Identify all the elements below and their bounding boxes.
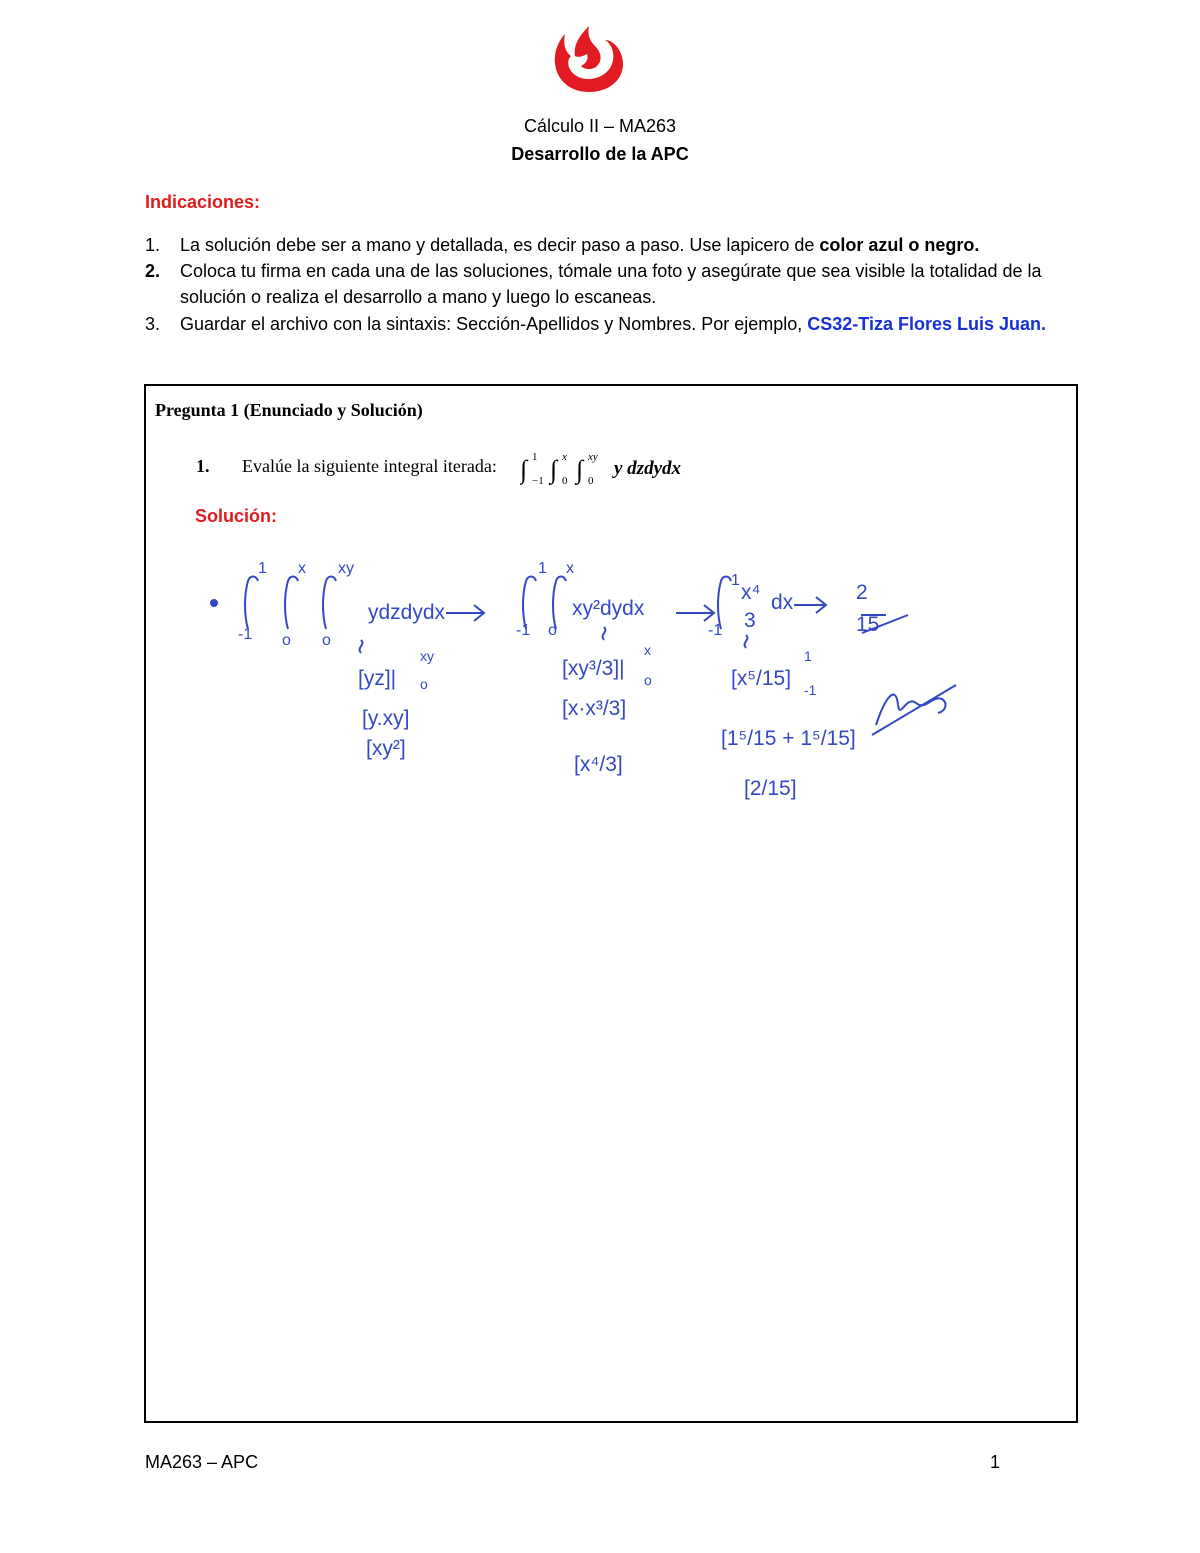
instruction-text: La solución debe ser a mano y detallada, es decir paso a paso. Use lapicero de color azul o negro. [180,235,980,255]
svg-text:[yz]|: [yz]| [358,667,397,690]
question-title: Pregunta 1 (Enunciado y Solución) [155,400,423,420]
svg-text:−1: −1 [532,475,544,487]
svg-text:-1: -1 [804,682,817,698]
svg-text:-1: -1 [238,626,253,643]
instructions-title: Indicaciones: [145,192,261,212]
footer-course-code: MA263 – APC [145,1452,259,1472]
svg-text:0: 0 [562,475,568,487]
instruction-text: Coloca tu firma en cada una de las soluciones, tómale una foto y asegúrate que sea visible la totalidad de la solución o realiza el desarrollo a mano y luego lo escaneas. [180,261,1042,307]
svg-text:∫: ∫ [520,455,528,484]
instruction-number: 1. [145,235,161,255]
svg-text:dx: dx [771,591,794,614]
question-number: 1. [196,456,210,476]
filename-example: CS32-Tiza Flores Luis Juan. [807,314,1047,334]
svg-text:xy: xy [420,648,434,664]
handwritten-solution [186,535,986,810]
course-title: Cálculo II – MA263 [523,116,677,136]
svg-text:[x⁵/15]: [x⁵/15] [731,667,792,690]
svg-text:[y.xy]: [y.xy] [362,707,410,730]
svg-text:[2/15]: [2/15] [744,777,797,800]
svg-text:2: 2 [856,581,868,604]
question-statement: Evalúe la siguiente integral iterada: [242,456,497,476]
svg-text:∫: ∫ [550,455,558,484]
svg-text:-1: -1 [516,622,531,639]
svg-text:o: o [420,676,428,692]
svg-text:x: x [644,642,651,658]
svg-text:∫: ∫ [576,455,584,484]
svg-text:1: 1 [532,451,538,463]
svg-text:xy²dydx: xy²dydx [572,597,645,620]
svg-text:[x⁴/3]: [x⁴/3] [574,753,623,776]
svg-text:[xy³/3]|: [xy³/3]| [562,657,625,680]
iterated-integral-formula [520,446,710,488]
svg-text:1: 1 [731,572,740,589]
svg-text:xy: xy [588,451,598,463]
svg-text:o: o [282,632,291,649]
svg-text:1: 1 [538,560,547,577]
svg-text:-1: -1 [708,622,723,639]
svg-text:x: x [562,451,567,463]
svg-text:15: 15 [856,613,880,636]
instruction-number: 3. [145,314,161,334]
svg-text:[x·x³/3]: [x·x³/3] [562,697,627,720]
svg-text:x: x [298,560,306,577]
svg-text:x⁴: x⁴ [741,581,761,604]
svg-text:3: 3 [744,609,756,632]
svg-text:xy: xy [338,560,354,577]
svg-text:1: 1 [258,560,267,577]
svg-text:o: o [322,632,331,649]
svg-text:o: o [644,672,652,688]
svg-text:0: 0 [588,475,594,487]
svg-text:x: x [566,560,574,577]
upc-flame-logo [551,22,627,94]
document-subtitle: Desarrollo de la APC [511,144,689,164]
page-number: 1 [990,1452,1001,1472]
svg-text:y dzdydx: y dzdydx [614,458,682,479]
svg-text:1: 1 [804,648,812,664]
svg-text:[1⁵/15 + 1⁵/15]: [1⁵/15 + 1⁵/15] [721,727,856,750]
svg-text:[xy²]: [xy²] [366,737,406,760]
instruction-number: 2. [145,261,161,281]
svg-text:o: o [548,622,557,639]
solution-label: Solución: [195,506,277,526]
instruction-text: Guardar el archivo con la sintaxis: Sección-Apellidos y Nombres. Por ejemplo, CS32-Tiza Flores Luis Juan. [180,314,1047,334]
svg-text:ydzdydx: ydzdydx [368,601,446,624]
